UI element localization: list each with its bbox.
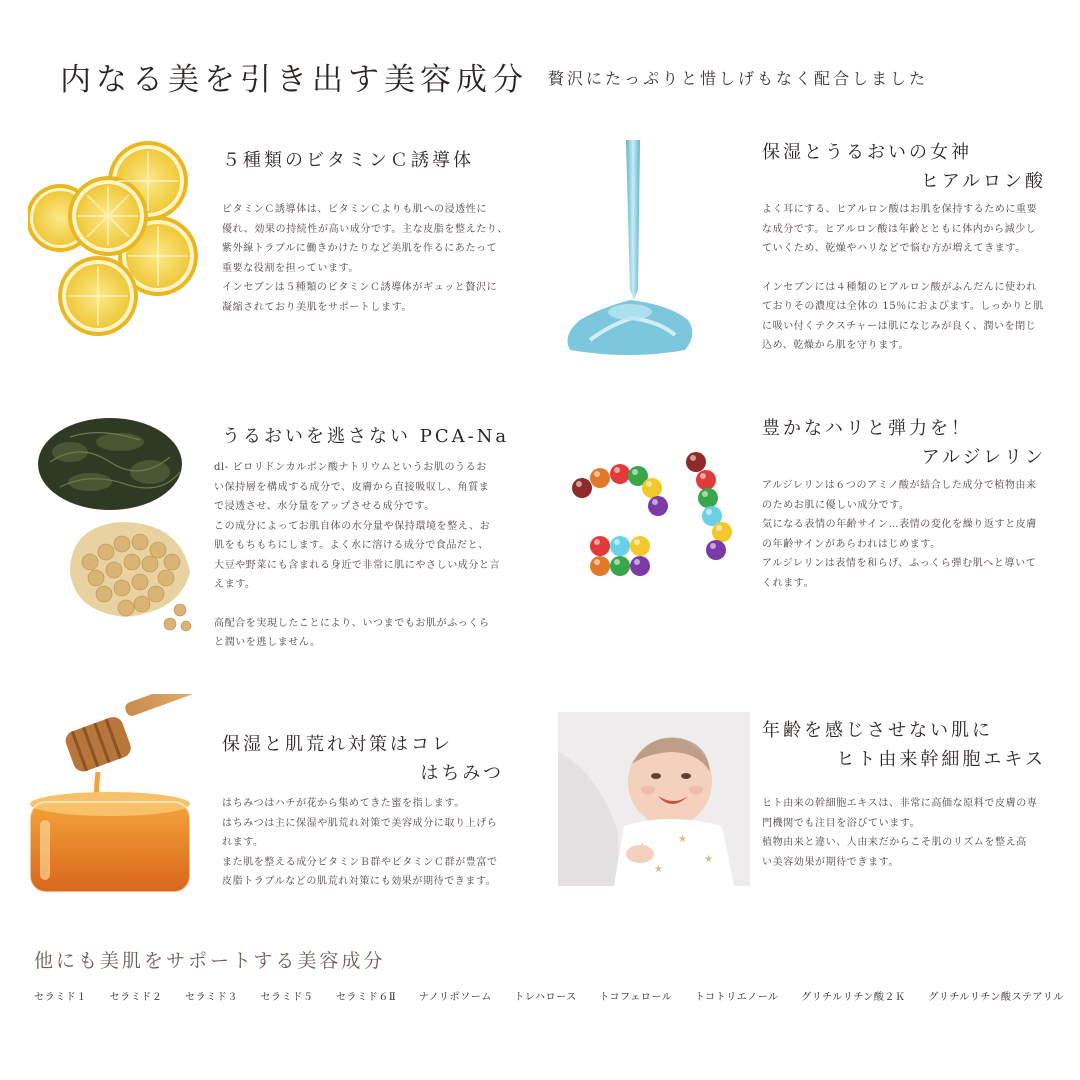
stemcell-title-line1: 年齢を感じさせない肌に — [762, 720, 993, 741]
argireline-title-line2: アルジレリン — [921, 447, 1046, 468]
text-line: い保持層を構成する成分で、皮膚から直接吸収し、角質ま — [214, 481, 490, 493]
ingredient-item: セラミド２ — [109, 992, 163, 1003]
text-line: 高配合を実現したことにより、いつまでもお肌がふっくら — [214, 617, 490, 629]
pca-title: うるおいを逃さない PCA-Na — [222, 426, 510, 447]
text-line: よく耳にする、ヒアルロン酸はお肌を保持するために重要 — [762, 204, 1038, 215]
text-line: インセブンは５種類のビタミンＣ誘導体がギュッと贅沢に — [222, 282, 498, 293]
text-line: はちみつはハチが花から集めてきた蜜を指します。 — [222, 798, 465, 809]
text-line: 込め、乾燥から肌を守ります。 — [762, 340, 910, 351]
text-line: 皮脂トラブルなどの肌荒れ対策にも効果が期待できます。 — [222, 876, 497, 887]
argireline-body — [762, 476, 1052, 593]
ingredient-item: トコフェロール — [599, 992, 673, 1003]
other-ingredients-title: 他にも美肌をサポートする美容成分 — [34, 950, 386, 972]
svg-text:★: ★ — [654, 864, 663, 875]
text-line: 気になる表情の年齢サイン…表情の変化を繰り返すと皮膚 — [762, 519, 1037, 530]
text-line: 大豆や野菜にも含まれる身近で非常に肌にやさしい成分と言 — [214, 559, 501, 571]
text-line: ておりその濃度は全体の 15％におよびます。しっかりと肌 — [762, 301, 1044, 312]
svg-text:★: ★ — [704, 854, 713, 865]
text-line: dl- ピロリドンカルボン酸ナトリウムというお肌のうるお — [214, 462, 487, 473]
ingredient-item: セラミド１ — [34, 992, 87, 1003]
amino-acid-beads-image — [566, 446, 746, 586]
other-ingredients-list — [34, 988, 1064, 1003]
ingredient-item: セラミド６Ⅱ — [335, 992, 397, 1003]
text-line: インセブンには４種類のヒアルロン酸がふんだんに使われ — [762, 281, 1037, 293]
text-line: な成分です。ヒアルロン酸は年齢とともに体内から減少し — [762, 223, 1037, 235]
text-line: くれます。 — [762, 577, 815, 589]
hyaluronic-title-line1: 保湿とうるおいの女神 — [762, 142, 972, 163]
text-line: で浸透させ、水分量をアップさせる成分です。 — [214, 501, 435, 512]
stemcell-title-line2: ヒト由来幹細胞エキス — [836, 749, 1046, 770]
honey-jar-image — [26, 694, 212, 894]
text-line: 紫外線トラブルに働きかけたりなど美肌を作るにあたって — [222, 243, 498, 254]
text-line: はちみつは主に保湿や肌荒れ対策で美容成分に取り上げら — [222, 817, 498, 829]
text-line: い美容効果が期待できます。 — [762, 856, 899, 868]
text-line: 凝縮されており美肌をサポートします。 — [222, 301, 412, 313]
text-line: 優れ、効果の持続性が高い成分です。主な皮脂を整えたり、 — [222, 223, 508, 235]
vitamin-c-title: ５種類のビタミンＣ誘導体 — [222, 150, 474, 171]
pca-body — [214, 458, 514, 653]
text-line: ていくため、乾燥やハリなどで悩む方が増えてきます。 — [762, 243, 1026, 254]
lemon-slices-image — [28, 136, 208, 336]
text-line: アルジレリンは６つのアミノ酸が結合した成分で植物由来 — [762, 480, 1037, 491]
seaweed-soybean-image — [30, 412, 200, 642]
stemcell-body — [762, 794, 1052, 872]
ingredient-item: ナノリポソーム — [418, 992, 492, 1003]
text-line: 重要な役割を担っています。 — [222, 262, 359, 274]
ingredient-item: トコトリエノール — [694, 992, 779, 1003]
hyaluronic-title-line2: ヒアルロン酸 — [920, 171, 1046, 192]
text-line: に吸い付くテクスチャーは肌になじみが良く、潤いを閉じ — [762, 320, 1037, 332]
ingredient-item: グリチルリチン酸２Ｋ — [801, 992, 906, 1003]
argireline-title — [762, 414, 1046, 472]
ingredient-item: セラミド５ — [260, 992, 314, 1003]
honey-title — [222, 730, 504, 788]
honey-body — [222, 794, 512, 892]
page-subtitle: 贅沢にたっぷりと惜しげもなく配合しました — [548, 69, 929, 88]
vitamin-c-body — [222, 200, 512, 317]
honey-title-line2: はちみつ — [420, 763, 504, 784]
text-line: 門機関でも注目を浴びています。 — [762, 817, 921, 829]
honey-title-line1: 保湿と肌荒れ対策はコレ — [222, 734, 453, 755]
text-line: のためお肌に優しい成分です。 — [762, 499, 910, 511]
text-line: れます。 — [222, 837, 264, 848]
text-line: また肌を整える成分ビタミンＢ群やビタミンＣ群が豊富で — [222, 856, 498, 868]
hyaluronic-title — [762, 138, 1046, 196]
baby-photo-image — [558, 712, 750, 886]
text-line: の年齢サインがあらわれはじめます。 — [762, 538, 941, 550]
text-line: この成分によってお肌自体の水分量や保持環境を整え、お — [214, 520, 491, 532]
stemcell-title — [762, 716, 1046, 774]
text-line: 植物由来と違い、人由来だからこそ肌のリズムを整え高 — [762, 837, 1027, 848]
text-line: 肌をもちもちにします。よく水に溶ける成分で食品だと、 — [214, 540, 489, 551]
text-line: と潤いを逃しません。 — [214, 637, 321, 648]
svg-text:★: ★ — [678, 834, 687, 845]
ingredient-item: グリチルリチン酸ステアリル — [928, 992, 1064, 1003]
ingredient-item: トレハロース — [514, 992, 577, 1003]
text-line: えます。 — [214, 579, 256, 590]
hyaluronic-body — [762, 200, 1052, 356]
text-line: ビタミンＣ誘導体は、ビタミンＣよりも肌への浸透性に — [222, 204, 487, 215]
ingredient-item: セラミド３ — [184, 992, 238, 1003]
gel-drip-image — [560, 140, 700, 360]
text-line: ヒト由来の幹細胞エキスは、非常に高価な原料で皮膚の専 — [762, 798, 1038, 809]
page-title: 内なる美を引き出す美容成分 — [60, 62, 528, 98]
argireline-title-line1: 豊かなハリと弾力を！ — [762, 418, 972, 439]
text-line: アルジレリンは表情を和らげ、ふっくら弾む肌へと導いて — [762, 558, 1037, 569]
